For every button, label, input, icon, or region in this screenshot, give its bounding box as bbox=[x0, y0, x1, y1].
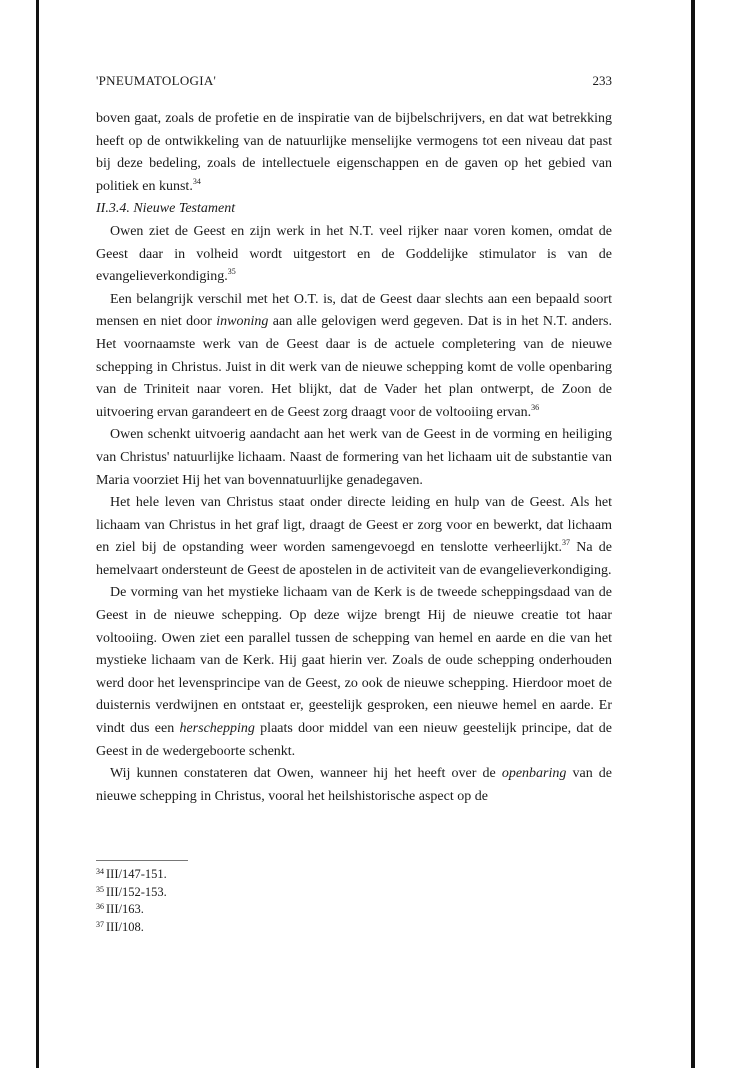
footnote-ref-35: 35 bbox=[227, 267, 236, 277]
page-header bbox=[96, 73, 612, 91]
paragraph-2: Owen ziet de Geest en zijn werk in het N.T. veel rijker naar voren komen, omdat de Geest daar in volheid wordt uitgestort en de Goddelijke stimulator is van de evangelieverkondiging.$^{35}$ bbox=[96, 223, 612, 285]
footnote-ref-34: 34 bbox=[192, 176, 201, 186]
footnote-ref-37: 37 bbox=[562, 538, 571, 548]
paragraph-3: Een belangrijk verschil met het O.T. is, dat de Geest daar slechts aan een bepaald soort mensen en niet door inwoning aan alle gelovigen werd gegeven. Dat is in het N.T. anders. Het voornaamste werk van de Geest daar is de actuele completering van de nieuwe schepping in Christus. Juist in dit werk van de nieuwe schepping komt de volle openbaring van de Triniteit naar voren. Het blijkt, dat de Vader het plan ontwerpt, de Zoon de uitvoering ervan garandeert en de Geest zorg draagt voor de voltooiing ervan.$^{36}$ bbox=[96, 291, 612, 420]
paragraph-7: Wij kunnen constateren dat Owen, wanneer hij het heeft over de openbaring van de nieuwe schepping in Christus, vooral het heilshistorische aspect op de bbox=[96, 766, 613, 804]
section-heading: II.3.4. Nieuwe Testament bbox=[96, 201, 236, 217]
footnote-35: $^{35}$ III/152-153. bbox=[96, 884, 167, 899]
paragraph-5: Het hele leven van Christus staat onder directe leiding en hulp van de Geest. Als het lichaam van Christus in het graf ligt, draagt de Geest er zorg voor en bewerkt, dat lichaam en ziel bij de opstanding weer worden samengevoegd en tenslotte verheerlijkt.$^{37}$ Na de hemelvaart ondersteunt de Geest de apostelen in de activiteit van de evangelieverkondiging. bbox=[96, 495, 612, 578]
scan-left-edge bbox=[36, 0, 39, 1068]
emphasis-inwoning: inwoning bbox=[216, 314, 269, 330]
emphasis-openbaring: openbaring bbox=[501, 766, 567, 782]
footnote-36: $^{36}$ III/163. bbox=[96, 902, 144, 916]
paragraph-4: Owen schenkt uitvoerig aandacht aan het werk van de Geest in de vorming en heiliging van Christus' natuurlijke lichaam. Naast de formering van het lichaam uit de substantie van Maria voorziet Hij het van bovennatuurlijke genadegaven. bbox=[96, 427, 612, 488]
running-title: 'PNEUMATOLOGIA' bbox=[96, 73, 217, 88]
emphasis-herschepping: herschepping bbox=[179, 721, 255, 737]
paragraph-6: De vorming van het mystieke lichaam van de Kerk is de tweede scheppingsdaad van de Geest in de nieuwe schepping. Op deze wijze brengt Hij de nieuwe creatie tot haar voltooiing. Owen ziet een parallel tussen de schepping van hemel en aarde en die van het mystieke lichaam van de Kerk. Hij gaat hierin ver. Zoals de oude schepping onderhouden werd door het levensprincipe van de Geest, zo ook de nieuwe schepping. Hierdoor moet de duisternis verdwijnen en ontstaat er, geestelijk gesproken, een nieuwe hemel en aarde. Er vindt dus een herschepping plaats door middel van een nieuw geestelijk principe, dat de Geest in de wedergeboorte schenkt. bbox=[96, 585, 613, 759]
footnote-ref-36: 36 bbox=[531, 402, 540, 412]
footnote-34: $^{34}$ III/147-151. bbox=[96, 867, 167, 881]
scan-right-edge bbox=[691, 0, 695, 1068]
footnote-37: $^{37}$ III/108. bbox=[96, 919, 144, 934]
page-number: 233 bbox=[592, 73, 612, 88]
body-text bbox=[96, 108, 612, 808]
footnotes bbox=[96, 866, 167, 936]
paragraph-1: boven gaat, zoals de profetie en de inspiratie van de bijbelschrijvers, en dat wat betrekking heeft op de ontwikkeling van de natuurlijke menselijke vermogens tot een niveau dat past bij deze bedeling, zoals de intellectuele eigenschappen en de gaven op het gebied van politiek en kunst.$^{34}$ bbox=[96, 111, 612, 194]
footnote-divider bbox=[96, 860, 188, 861]
